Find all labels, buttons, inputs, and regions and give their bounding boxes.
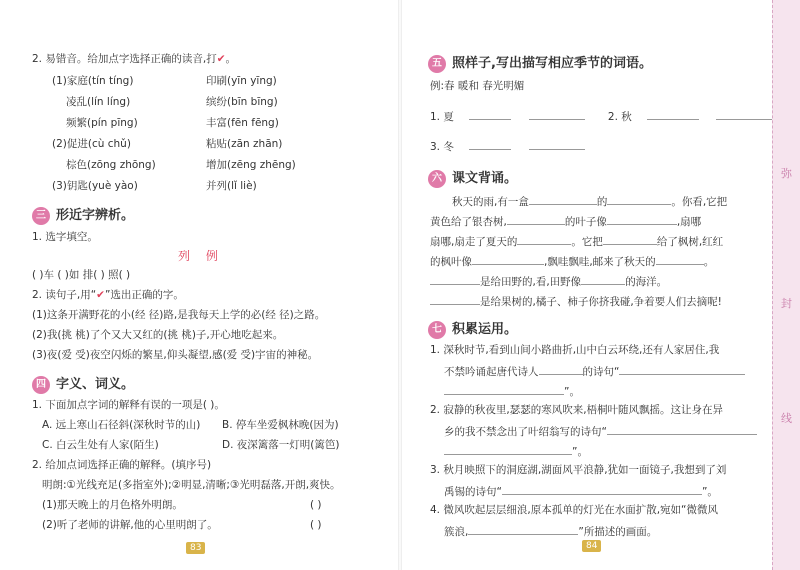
section-6-title: 课文背诵。 <box>452 171 518 186</box>
sec4-q1: 1. 下面加点字词的解释有误的一项是( )。 <box>32 399 225 411</box>
sec3-sentence: (1)这条开满野花的小(经 径)路,是我每天上学的必(经 径)之路。 <box>32 309 326 321</box>
pinyin-item: 粘贴(zān zhān) <box>206 138 283 150</box>
recite-text: ,扇哪 <box>676 216 702 228</box>
section-6-heading <box>428 167 517 188</box>
recite-line <box>430 273 667 289</box>
sec7-q3: 3. 秋月映照下的洞庭湖,湖面风平浪静,犹如一面镜子,我想到了刘 <box>430 464 727 476</box>
sec7-q2-cont <box>444 443 588 459</box>
recite-text: 的 <box>596 196 608 208</box>
season-label: 3. 冬 <box>430 141 454 153</box>
recite-text: 。你看,它把 <box>671 196 728 208</box>
binding-char: 弥 <box>781 167 792 180</box>
q-text: 的诗句“ <box>582 366 620 378</box>
pinyin-item: 增加(zēng zhēng) <box>206 159 296 171</box>
q-text: ”。 <box>572 446 588 458</box>
answer-blank[interactable] <box>529 193 597 205</box>
pinyin-item: (1)家庭(tín tíng) <box>52 75 134 87</box>
section-number-badge: 五 <box>428 55 446 73</box>
recite-line <box>430 253 714 269</box>
sec7-q2: 2. 寂静的秋夜里,瑟瑟的寒风吹来,梧桐叶随风飘摇。这让身在异 <box>430 404 724 416</box>
sec7-q1-cont <box>444 383 580 399</box>
recite-text: 是给田野的,看,田野像 <box>480 276 582 288</box>
q-text: 禹锡的诗句“ <box>444 486 502 498</box>
pinyin-item: 棕色(zōng zhōng) <box>66 159 156 171</box>
sec3-q2 <box>32 288 184 302</box>
answer-blank[interactable] <box>444 443 572 455</box>
pinyin-item: 频繁(pín pīng) <box>66 117 138 129</box>
section-7-heading <box>428 318 517 339</box>
recite-line <box>430 293 722 309</box>
answer-blank[interactable] <box>472 253 544 265</box>
answer-blank[interactable] <box>468 523 578 535</box>
sec7-q3-cont <box>444 483 718 499</box>
check-icon: ✔ <box>96 289 105 301</box>
answer-blank[interactable] <box>656 253 704 265</box>
pinyin-item: 丰富(fēn fēng) <box>206 117 279 129</box>
section-number-badge: 六 <box>428 170 446 188</box>
option-c: C. 白云生处有人家(陌生) <box>42 439 159 451</box>
section-5-heading <box>428 52 652 73</box>
answer-blank[interactable] <box>469 108 511 120</box>
recite-text: 扇哪,扇走了夏天的 <box>430 236 518 248</box>
sec3-sentence: (3)夜(爱 受)夜空闪烁的繁星,仰头凝望,感(爱 受)宇宙的神秘。 <box>32 349 319 361</box>
answer-blank[interactable]: ( ) <box>310 499 322 511</box>
q-text: 乡的我不禁念出了叶绍翁写的诗句“ <box>444 426 607 438</box>
recite-text: 给了枫树,红红 <box>656 236 724 248</box>
section-number-badge: 七 <box>428 321 446 339</box>
pinyin-item: 印刷(yīn yīng) <box>206 75 277 87</box>
recite-line <box>430 213 701 229</box>
recite-text: 黄色给了银杏树, <box>430 216 507 228</box>
option-a: A. 远上寒山石径斜(深秋时节的山) <box>42 419 201 431</box>
answer-blank[interactable] <box>430 273 480 285</box>
recite-text: 的海洋。 <box>625 276 668 288</box>
option-d: D. 夜深篱落一灯明(篱笆) <box>222 439 340 451</box>
sec7-q4: 4. 微风吹起层层细浪,原本孤单的灯光在水面扩散,宛如“微微风 <box>430 504 718 516</box>
fill-row: ( )车 ( )如 排( ) 照( ) <box>32 269 131 281</box>
binding-char: 线 <box>781 412 792 425</box>
sec3-q2-text: 2. 读句子,用“ <box>32 289 97 301</box>
pinyin-item: 并列(lǐ liè) <box>206 180 257 192</box>
answer-blank[interactable] <box>607 423 757 435</box>
recite-line <box>430 233 723 249</box>
sec3-q2-tail: ”选出正确的字。 <box>104 289 184 301</box>
season-label: 1. 夏 <box>430 111 454 123</box>
pinyin-item: (3)钥匙(yuè yào) <box>52 180 138 192</box>
sec4-sentence: (2)听了老师的讲解,他的心里明朗了。 <box>42 519 218 531</box>
section-4-heading <box>32 373 134 394</box>
recite-text: 是给果树的,橘子、柿子你挤我碰,争着要人们去摘呢! <box>480 296 722 308</box>
recite-text: ,飘哇飘哇,邮来了秋天的 <box>544 256 656 268</box>
answer-blank[interactable] <box>502 483 702 495</box>
section-3-heading <box>32 204 134 225</box>
sec3-sentence: (2)我(挑 桃)了个又大又红的(挑 桃)子,开心地吃起来。 <box>32 329 284 341</box>
section-number-badge: 四 <box>32 376 50 394</box>
section-3-title: 形近字辨析。 <box>56 208 135 223</box>
binding-char: 封 <box>781 297 792 310</box>
answer-blank[interactable] <box>529 108 585 120</box>
answer-blank[interactable] <box>619 363 745 375</box>
sec5-example: 例:春 暖和 春光明媚 <box>430 80 525 92</box>
example-label: 列 例 <box>178 249 224 263</box>
answer-blank[interactable] <box>647 108 699 120</box>
q-text: 不禁吟诵起唐代诗人 <box>444 366 539 378</box>
q-text: ”。 <box>564 386 580 398</box>
answer-blank[interactable] <box>529 138 585 150</box>
recite-text: 的叶子像 <box>564 216 607 228</box>
section-number-badge: 三 <box>32 207 50 225</box>
check-icon: ✔ <box>216 53 226 65</box>
sec5-row <box>430 108 776 124</box>
pinyin-item: (2)促进(cù chǔ) <box>52 138 131 150</box>
option-b: B. 停车坐爱枫林晚(因为) <box>222 419 339 431</box>
answer-blank[interactable] <box>581 273 625 285</box>
page-number: 83 <box>186 542 205 554</box>
answer-blank[interactable] <box>607 193 671 205</box>
section-4-title: 字义、词义。 <box>56 377 135 392</box>
section-7-title: 积累运用。 <box>452 322 518 337</box>
recite-text: 的枫叶像 <box>430 256 472 268</box>
section-5-title: 照样子,写出描写相应季节的词语。 <box>452 56 652 71</box>
recite-line <box>452 193 727 209</box>
binding-margin <box>772 0 800 570</box>
page-number: 84 <box>582 540 601 552</box>
sec3-q1: 1. 选字填空。 <box>32 231 98 243</box>
answer-blank[interactable] <box>517 233 571 245</box>
recite-text: 。它把 <box>571 236 603 248</box>
sec7-q1: 1. 深秋时节,看到山间小路曲折,山中白云环绕,还有人家居住,我 <box>430 344 720 356</box>
sec7-q2-cont <box>444 423 757 439</box>
answer-blank[interactable] <box>607 213 677 225</box>
q-text: ”。 <box>701 486 718 498</box>
right-page <box>400 0 800 570</box>
answer-blank[interactable] <box>603 233 657 245</box>
sec4-sentence: (1)那天晚上的月色格外明朗。 <box>42 499 183 511</box>
recite-text: 秋天的雨,有一盒 <box>452 196 529 208</box>
sec5-row <box>430 138 585 154</box>
answer-blank[interactable] <box>430 293 480 305</box>
answer-blank[interactable]: ( ) <box>310 519 322 531</box>
pinyin-item: 缤纷(bīn bīng) <box>206 96 278 108</box>
pinyin-item: 凌乱(lín líng) <box>66 96 131 108</box>
q-text: 簇浪, <box>444 526 469 538</box>
season-label: 2. 秋 <box>607 111 632 123</box>
answer-blank[interactable] <box>507 213 565 225</box>
q-text: ”所描述的画面。 <box>578 526 658 538</box>
answer-blank[interactable] <box>444 383 564 395</box>
q2-title-tail: 。 <box>225 53 237 65</box>
sec4-q2: 2. 给加点词选择正确的解释。(填序号) <box>32 459 212 471</box>
recite-text: 。 <box>703 256 715 268</box>
sec7-q1-cont <box>444 363 745 379</box>
q2-title-text: 2. 易错音。给加点字选择正确的读音,打 <box>32 53 217 65</box>
sec7-q4-cont <box>444 523 657 539</box>
answer-blank[interactable] <box>469 138 511 150</box>
sec4-definition: 明朗:①光线充足(多指室外);②明显,清晰;③光明磊落,开朗,爽快。 <box>42 479 341 491</box>
q2-title <box>32 52 236 66</box>
answer-blank[interactable] <box>716 108 776 120</box>
answer-blank[interactable] <box>539 363 583 375</box>
